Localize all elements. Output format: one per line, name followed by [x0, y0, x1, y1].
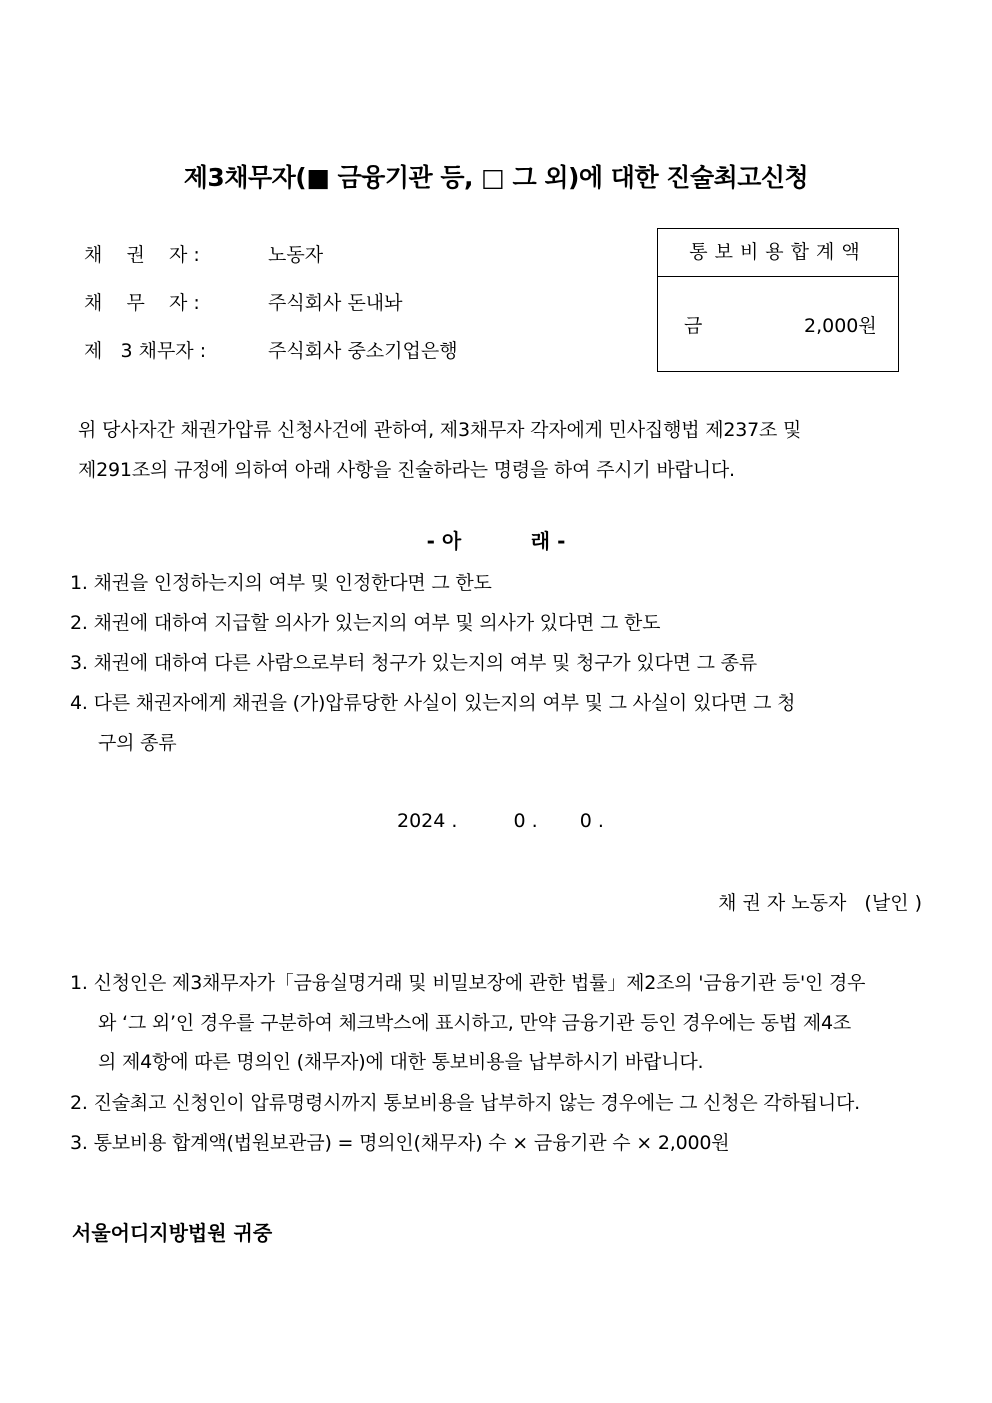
section-heading: - 아 래 -	[426, 529, 566, 553]
date-day: 0 .	[579, 810, 604, 832]
party-label: 제 3 채무자 :	[84, 340, 207, 362]
item-number: 4.	[70, 692, 88, 714]
note-number: 2.	[70, 1092, 88, 1114]
fee-box-body	[658, 277, 898, 371]
party-value: 주식회사 돈내놔	[268, 292, 403, 314]
party-creditor	[84, 240, 324, 267]
note-continuation: 의 제4항에 따른 명의인 (채무자)에 대한 통보비용을 납부하시기 바랍니다.	[98, 1051, 704, 1073]
list-item	[70, 568, 492, 595]
date-month: 0 .	[513, 810, 538, 832]
party-label: 채 무 자 :	[84, 292, 200, 314]
note-text: 통보비용 합계액(법원보관금) = 명의인(채무자) 수 × 금융기관 수 × 2,000원	[93, 1132, 730, 1154]
note-item	[70, 1088, 860, 1115]
body-paragraph-line-1: 위 당사자간 채권가압류 신청사건에 관하여, 제3채무자 각자에게 민사집행법 제237조 및	[78, 419, 802, 441]
currency-label: 금	[684, 315, 703, 337]
party-label: 채 권 자 :	[84, 244, 200, 266]
application-date	[397, 810, 604, 832]
date-year: 2024 .	[397, 810, 458, 832]
item-number: 1.	[70, 572, 88, 594]
body-paragraph-line-2: 제291조의 규정에 의하여 아래 사항을 진술하라는 명령을 하여 주시기 바랍니다.	[78, 459, 735, 481]
list-item	[70, 688, 795, 715]
item-text: 채권을 인정하는지의 여부 및 인정한다면 그 한도	[93, 572, 492, 594]
item-continuation: 구의 종류	[98, 732, 177, 754]
party-value: 노동자	[268, 244, 324, 266]
fee-amount: 2,000원	[804, 315, 877, 337]
note-item	[70, 968, 865, 995]
note-item	[70, 1128, 729, 1155]
item-text: 채권에 대하여 지급할 의사가 있는지의 여부 및 의사가 있다면 그 한도	[93, 612, 661, 634]
item-text: 채권에 대하여 다른 사람으로부터 청구가 있는지의 여부 및 청구가 있다면 그 종류	[93, 652, 757, 674]
note-continuation: 와 ‘그 외’인 경우를 구분하여 체크박스에 표시하고, 만약 금융기관 등인 경우에는 동법 제4조	[98, 1012, 852, 1034]
note-text: 진술최고 신청인이 압류명령시까지 통보비용을 납부하지 않는 경우에는 그 신청은 각하됩니다.	[93, 1092, 860, 1114]
creditor-signature: 채 권 자 노동자 (날인 )	[718, 892, 922, 914]
list-item	[70, 608, 660, 635]
document-title: 제3채무자(■ 금융기관 등, □ 그 외)에 대한 진술최고신청	[183, 163, 809, 192]
party-value: 주식회사 중소기업은행	[268, 340, 458, 362]
party-debtor	[84, 288, 403, 315]
note-number: 3.	[70, 1132, 88, 1154]
party-third-debtor	[84, 336, 458, 363]
item-number: 3.	[70, 652, 88, 674]
item-text: 다른 채권자에게 채권을 (가)압류당한 사실이 있는지의 여부 및 그 사실이 있다면 그 청	[93, 692, 796, 714]
court-addressee: 서울어디지방법원 귀중	[72, 1221, 273, 1245]
fee-box-header: 통보비용합계액	[658, 229, 898, 277]
item-number: 2.	[70, 612, 88, 634]
list-item	[70, 648, 757, 675]
fee-total-box	[657, 228, 899, 372]
note-number: 1.	[70, 972, 88, 994]
note-text: 신청인은 제3채무자가「금융실명거래 및 비밀보장에 관한 법률」제2조의 '금융기관 등'인 경우	[93, 972, 866, 994]
